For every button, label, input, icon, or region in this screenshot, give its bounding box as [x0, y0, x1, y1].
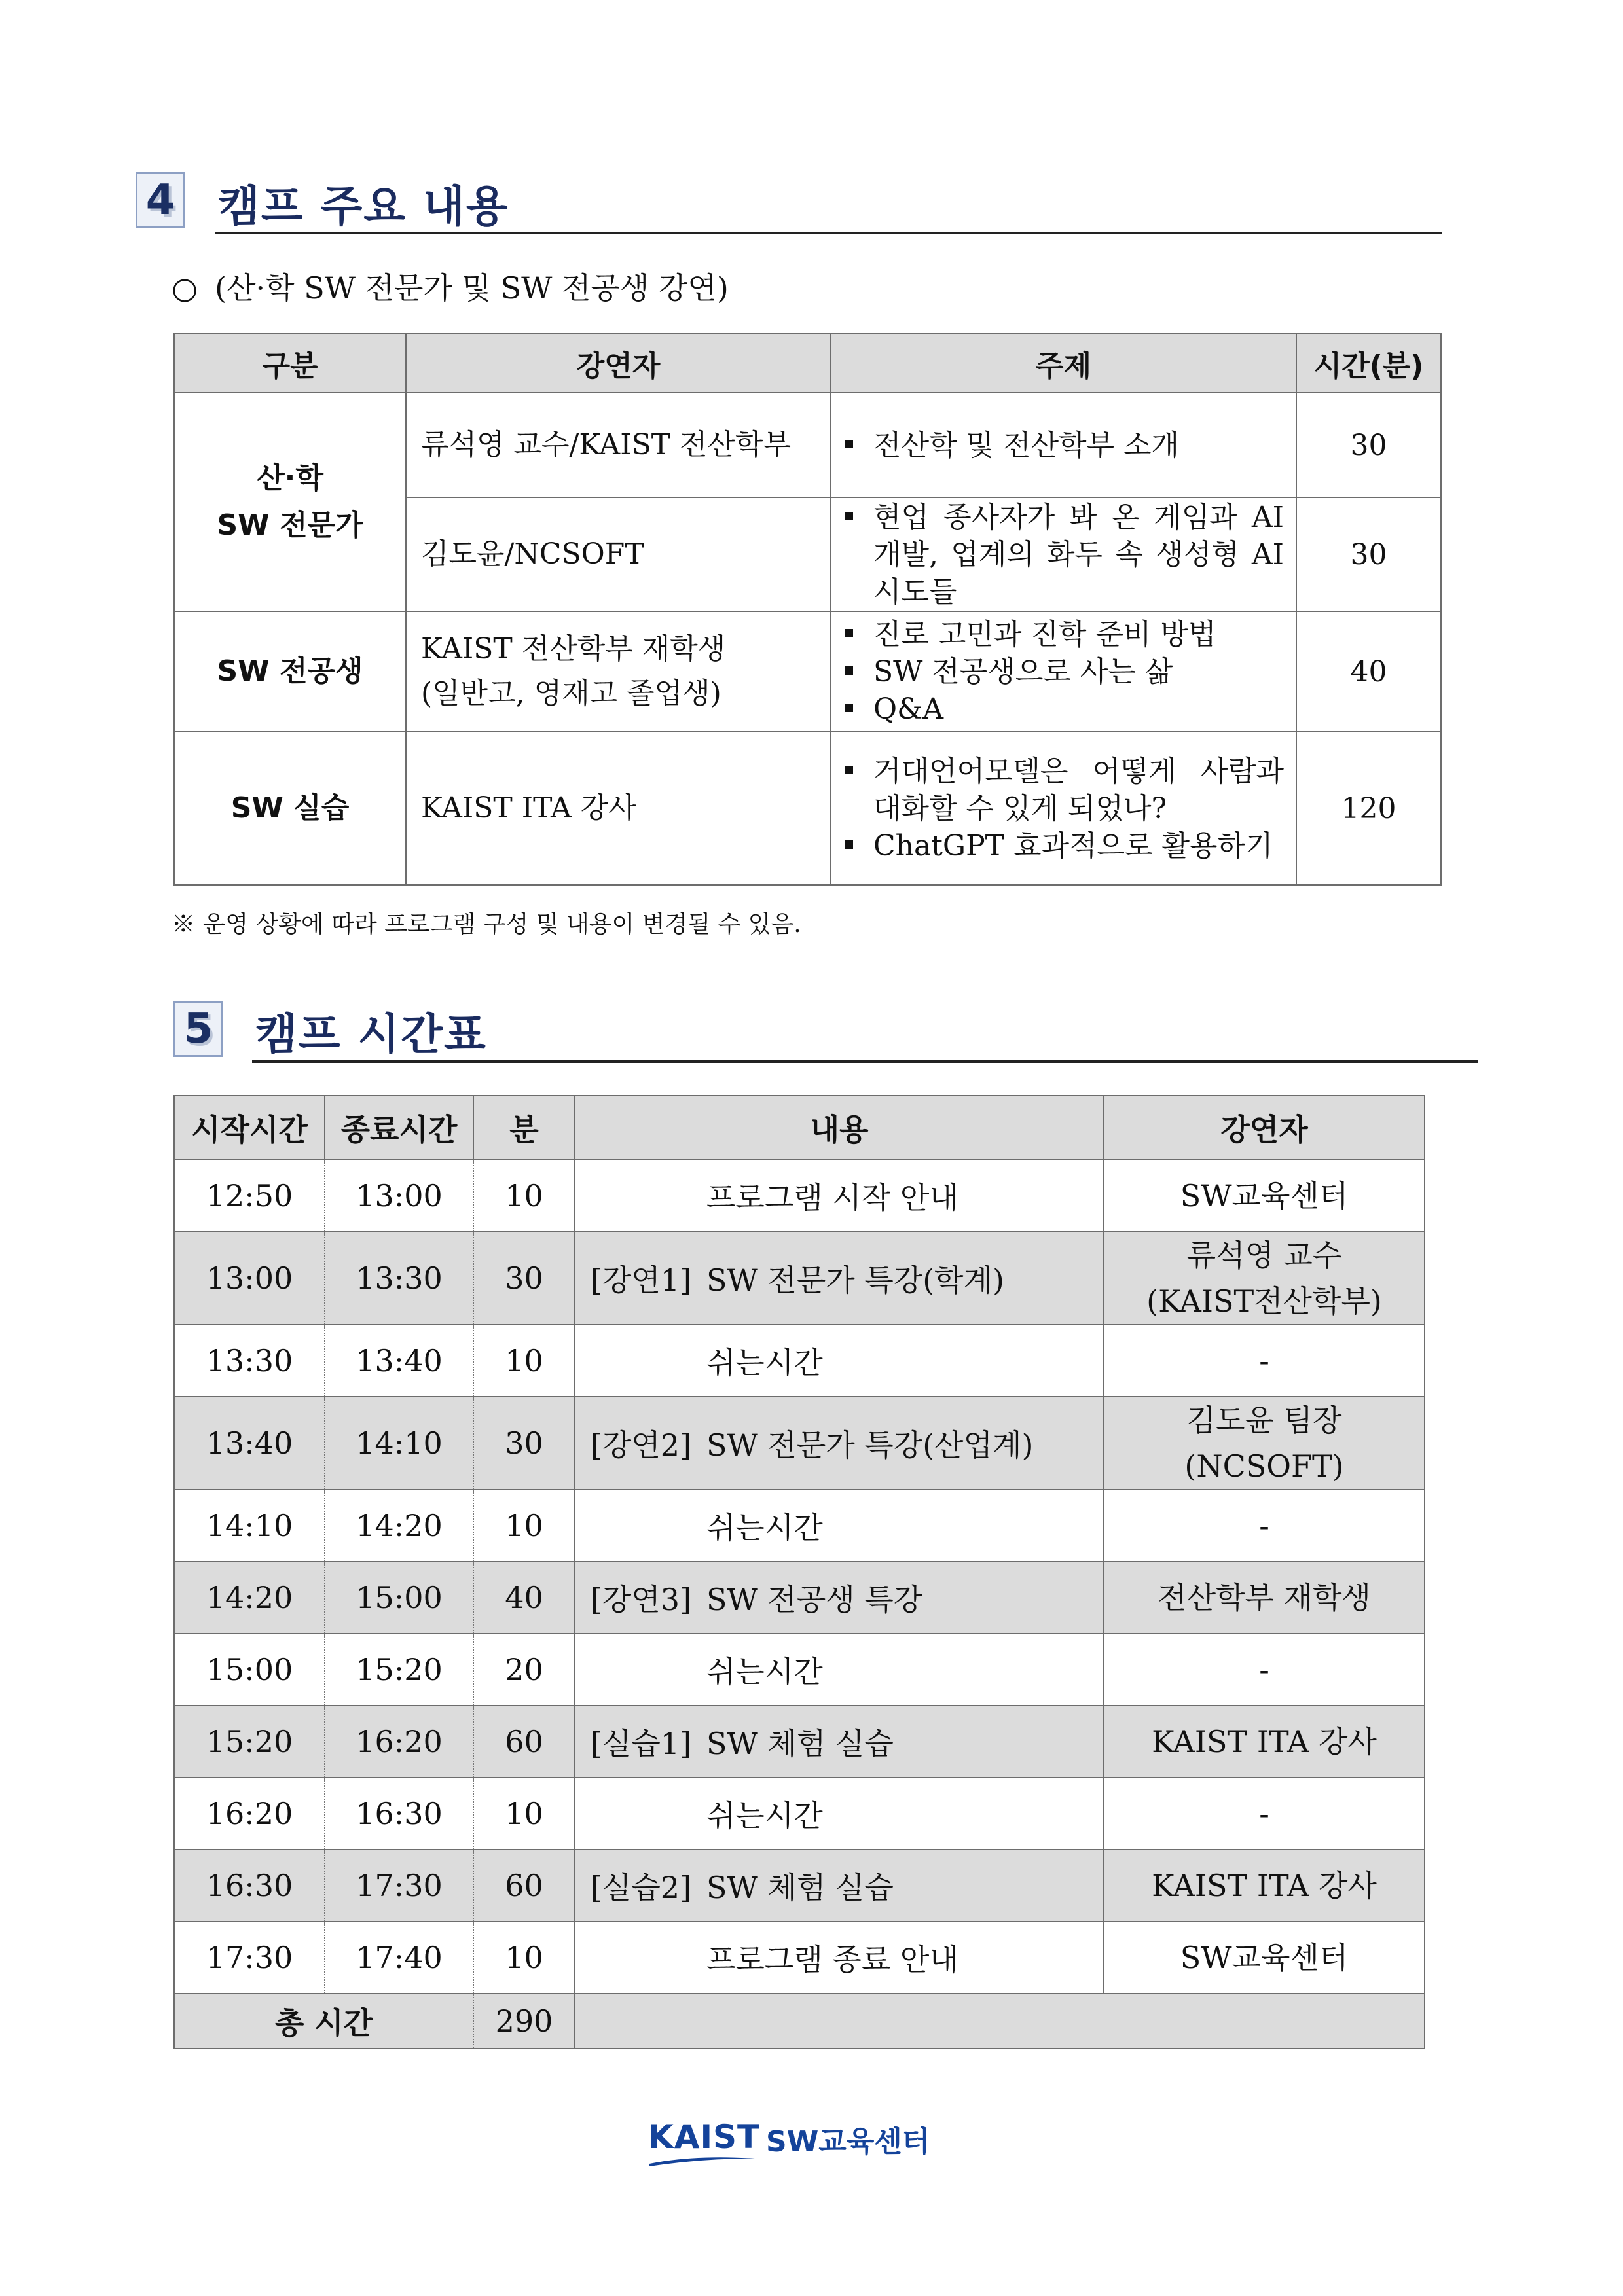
- start-time-cell: 17:30: [174, 1922, 325, 1994]
- content-cell: [575, 1325, 1104, 1397]
- content-cell: [575, 1490, 1104, 1562]
- schedule-row: [174, 1706, 1425, 1778]
- session-title: 프로그램 시작 안내: [706, 1180, 958, 1215]
- schedule-row: [174, 1490, 1425, 1562]
- category-cell: 산·학 SW 전문가: [174, 393, 406, 611]
- section-subtitle: [172, 264, 729, 308]
- schedule-row: [174, 1850, 1425, 1922]
- end-time-cell: 15:20: [325, 1634, 473, 1706]
- topic-item: Q&A: [842, 691, 1284, 728]
- footer-logo: [648, 2118, 936, 2170]
- col-header-category: 구분: [174, 334, 406, 393]
- session-title: 쉬는시간: [706, 1510, 823, 1545]
- sw-center-name: SW교육센터: [766, 2125, 930, 2159]
- kaist-logo: KAIST: [648, 2118, 761, 2156]
- end-time-cell: 14:10: [325, 1397, 473, 1490]
- section-title: 캠프 시간표: [255, 1009, 487, 1060]
- session-title: SW 체험 실습: [706, 1726, 894, 1761]
- content-wrap: [575, 1257, 1103, 1300]
- col-header-speaker: 강연자: [1104, 1096, 1425, 1160]
- end-time-cell: 15:00: [325, 1562, 473, 1634]
- section-title: 캠프 주요 내용: [218, 181, 509, 232]
- speaker-cell: 류석영 교수 (KAIST전산학부): [1104, 1232, 1425, 1325]
- content-cell: [575, 1778, 1104, 1850]
- table-row: [174, 732, 1441, 885]
- table-row: [174, 611, 1441, 732]
- topic-item: SW 전공생으로 사는 삶: [842, 653, 1284, 691]
- minutes-cell: 120: [1296, 732, 1441, 885]
- session-tag: [강연1]: [590, 1263, 692, 1298]
- speaker-cell: SW교육센터: [1104, 1160, 1425, 1232]
- content-cell: [575, 1562, 1104, 1634]
- content-cell: [575, 1850, 1104, 1922]
- topic-cell: [831, 393, 1296, 497]
- content-wrap: [575, 1720, 1103, 1763]
- topic-item: 진로 고민과 진학 준비 방법: [842, 616, 1284, 653]
- minutes-cell: 10: [473, 1922, 575, 1994]
- speaker-cell: -: [1104, 1490, 1425, 1562]
- schedule-row: [174, 1232, 1425, 1325]
- logo-swoosh-icon: [648, 2153, 756, 2168]
- speaker-cell: 김도윤 팀장 (NCSOFT): [1104, 1397, 1425, 1490]
- minutes-cell: 30: [473, 1397, 575, 1490]
- topic-item: 전산학 및 전산학부 소개: [842, 427, 1284, 464]
- start-time-cell: 13:40: [174, 1397, 325, 1490]
- total-minutes: 290: [473, 1994, 575, 2049]
- col-header-speaker: 강연자: [406, 334, 831, 393]
- session-title: SW 전문가 특강(산업계): [706, 1427, 1034, 1463]
- speaker-cell: KAIST ITA 강사: [1104, 1706, 1425, 1778]
- total-row: [174, 1994, 1425, 2049]
- topic-cell: [831, 497, 1296, 611]
- content-cell: [575, 1160, 1104, 1232]
- col-header-topic: 주제: [831, 334, 1296, 393]
- minutes-cell: 40: [473, 1562, 575, 1634]
- end-time-cell: 13:40: [325, 1325, 473, 1397]
- schedule-row: [174, 1160, 1425, 1232]
- col-header-start: 시작시간: [174, 1096, 325, 1160]
- end-time-cell: 13:30: [325, 1232, 473, 1325]
- minutes-cell: 60: [473, 1850, 575, 1922]
- circle-bullet-icon: ○: [172, 270, 198, 306]
- content-cell: [575, 1922, 1104, 1994]
- end-time-cell: 16:30: [325, 1778, 473, 1850]
- minutes-cell: 30: [1296, 497, 1441, 611]
- col-header-end: 종료시간: [325, 1096, 473, 1160]
- minutes-cell: 10: [473, 1778, 575, 1850]
- speaker-cell: -: [1104, 1778, 1425, 1850]
- start-time-cell: 15:00: [174, 1634, 325, 1706]
- session-title: 쉬는시간: [706, 1798, 823, 1833]
- speaker-cell: KAIST ITA 강사: [1104, 1850, 1425, 1922]
- session-tag: [강연2]: [590, 1427, 692, 1463]
- notice-text: ※ 운영 상황에 따라 프로그램 구성 및 내용이 변경될 수 있음.: [172, 911, 801, 938]
- speaker-cell: SW교육센터: [1104, 1922, 1425, 1994]
- speaker-cell: 전산학부 재학생: [1104, 1562, 1425, 1634]
- topic-item: 현업 종사자가 봐 온 게임과 AI 개발, 업계의 화두 속 생성형 AI 시도들: [842, 499, 1284, 611]
- content-wrap: [575, 1864, 1103, 1907]
- speaker-cell: KAIST ITA 강사: [406, 732, 831, 885]
- content-wrap: [575, 1576, 1103, 1619]
- topic-cell: [831, 611, 1296, 732]
- start-time-cell: 16:30: [174, 1850, 325, 1922]
- speaker-cell: 김도윤/NCSOFT: [406, 497, 831, 611]
- topic-list: [842, 753, 1284, 865]
- content-cell: [575, 1706, 1104, 1778]
- content-wrap: [575, 1648, 1103, 1691]
- schedule-table: [173, 1095, 1425, 2049]
- table-row: [174, 393, 1441, 497]
- minutes-cell: 60: [473, 1706, 575, 1778]
- section-number-badge: [173, 1001, 223, 1057]
- topic-list: [842, 499, 1284, 611]
- section-number-badge: [136, 172, 185, 228]
- table-header-row: [174, 1096, 1425, 1160]
- end-time-cell: 17:30: [325, 1850, 473, 1922]
- content-cell: [575, 1232, 1104, 1325]
- minutes-cell: 30: [473, 1232, 575, 1325]
- content-wrap: [575, 1422, 1103, 1465]
- speaker-cell: KAIST 전산학부 재학생 (일반고, 영재고 졸업생): [406, 611, 831, 732]
- content-cell: [575, 1397, 1104, 1490]
- topic-list: [842, 616, 1284, 728]
- schedule-row: [174, 1397, 1425, 1490]
- section-number: 5: [183, 1005, 213, 1053]
- schedule-row: [174, 1562, 1425, 1634]
- start-time-cell: 14:20: [174, 1562, 325, 1634]
- session-tag: [실습1]: [590, 1726, 692, 1761]
- end-time-cell: 16:20: [325, 1706, 473, 1778]
- content-wrap: [575, 1936, 1103, 1979]
- content-wrap: [575, 1339, 1103, 1382]
- col-header-minutes: 분: [473, 1096, 575, 1160]
- speaker-cell: -: [1104, 1325, 1425, 1397]
- schedule-row: [174, 1634, 1425, 1706]
- total-empty-cell: [575, 1994, 1425, 2049]
- content-wrap: [575, 1504, 1103, 1547]
- minutes-cell: 20: [473, 1634, 575, 1706]
- lecture-table: [173, 333, 1442, 886]
- start-time-cell: 12:50: [174, 1160, 325, 1232]
- session-tag: [강연3]: [590, 1582, 692, 1617]
- schedule-row: [174, 1922, 1425, 1994]
- session-title: 쉬는시간: [706, 1345, 823, 1380]
- session-tag: [실습2]: [590, 1870, 692, 1905]
- minutes-cell: 30: [1296, 393, 1441, 497]
- start-time-cell: 13:00: [174, 1232, 325, 1325]
- start-time-cell: 13:30: [174, 1325, 325, 1397]
- end-time-cell: 17:40: [325, 1922, 473, 1994]
- minutes-cell: 10: [473, 1325, 575, 1397]
- schedule-row: [174, 1325, 1425, 1397]
- minutes-cell: 10: [473, 1490, 575, 1562]
- content-wrap: [575, 1174, 1103, 1217]
- topic-item: ChatGPT 효과적으로 활용하기: [842, 827, 1284, 865]
- content-wrap: [575, 1792, 1103, 1835]
- start-time-cell: 16:20: [174, 1778, 325, 1850]
- section-number: 4: [145, 176, 175, 224]
- end-time-cell: 13:00: [325, 1160, 473, 1232]
- schedule-row: [174, 1778, 1425, 1850]
- topic-item: 거대언어모델은 어떻게 사람과 대화할 수 있게 되었나?: [842, 753, 1284, 827]
- topic-cell: [831, 732, 1296, 885]
- end-time-cell: 14:20: [325, 1490, 473, 1562]
- speaker-cell: -: [1104, 1634, 1425, 1706]
- category-cell: SW 실습: [174, 732, 406, 885]
- minutes-cell: 10: [473, 1160, 575, 1232]
- start-time-cell: 14:10: [174, 1490, 325, 1562]
- start-time-cell: 15:20: [174, 1706, 325, 1778]
- session-title: SW 전공생 특강: [706, 1582, 923, 1617]
- subtitle-text: (산·학 SW 전문가 및 SW 전공생 강연): [215, 270, 729, 306]
- session-title: 프로그램 종료 안내: [706, 1942, 958, 1977]
- session-title: 쉬는시간: [706, 1654, 823, 1689]
- section-divider: [215, 232, 1442, 234]
- total-label: 총 시간: [174, 1994, 473, 2049]
- session-title: SW 체험 실습: [706, 1870, 894, 1905]
- section-divider: [252, 1060, 1478, 1063]
- table-header-row: [174, 334, 1441, 393]
- topic-list: [842, 427, 1284, 464]
- minutes-cell: 40: [1296, 611, 1441, 732]
- col-header-content: 내용: [575, 1096, 1104, 1160]
- speaker-cell: 류석영 교수/KAIST 전산학부: [406, 393, 831, 497]
- category-cell: SW 전공생: [174, 611, 406, 732]
- col-header-minutes: 시간(분): [1296, 334, 1441, 393]
- content-cell: [575, 1634, 1104, 1706]
- session-title: SW 전문가 특강(학계): [706, 1263, 1004, 1298]
